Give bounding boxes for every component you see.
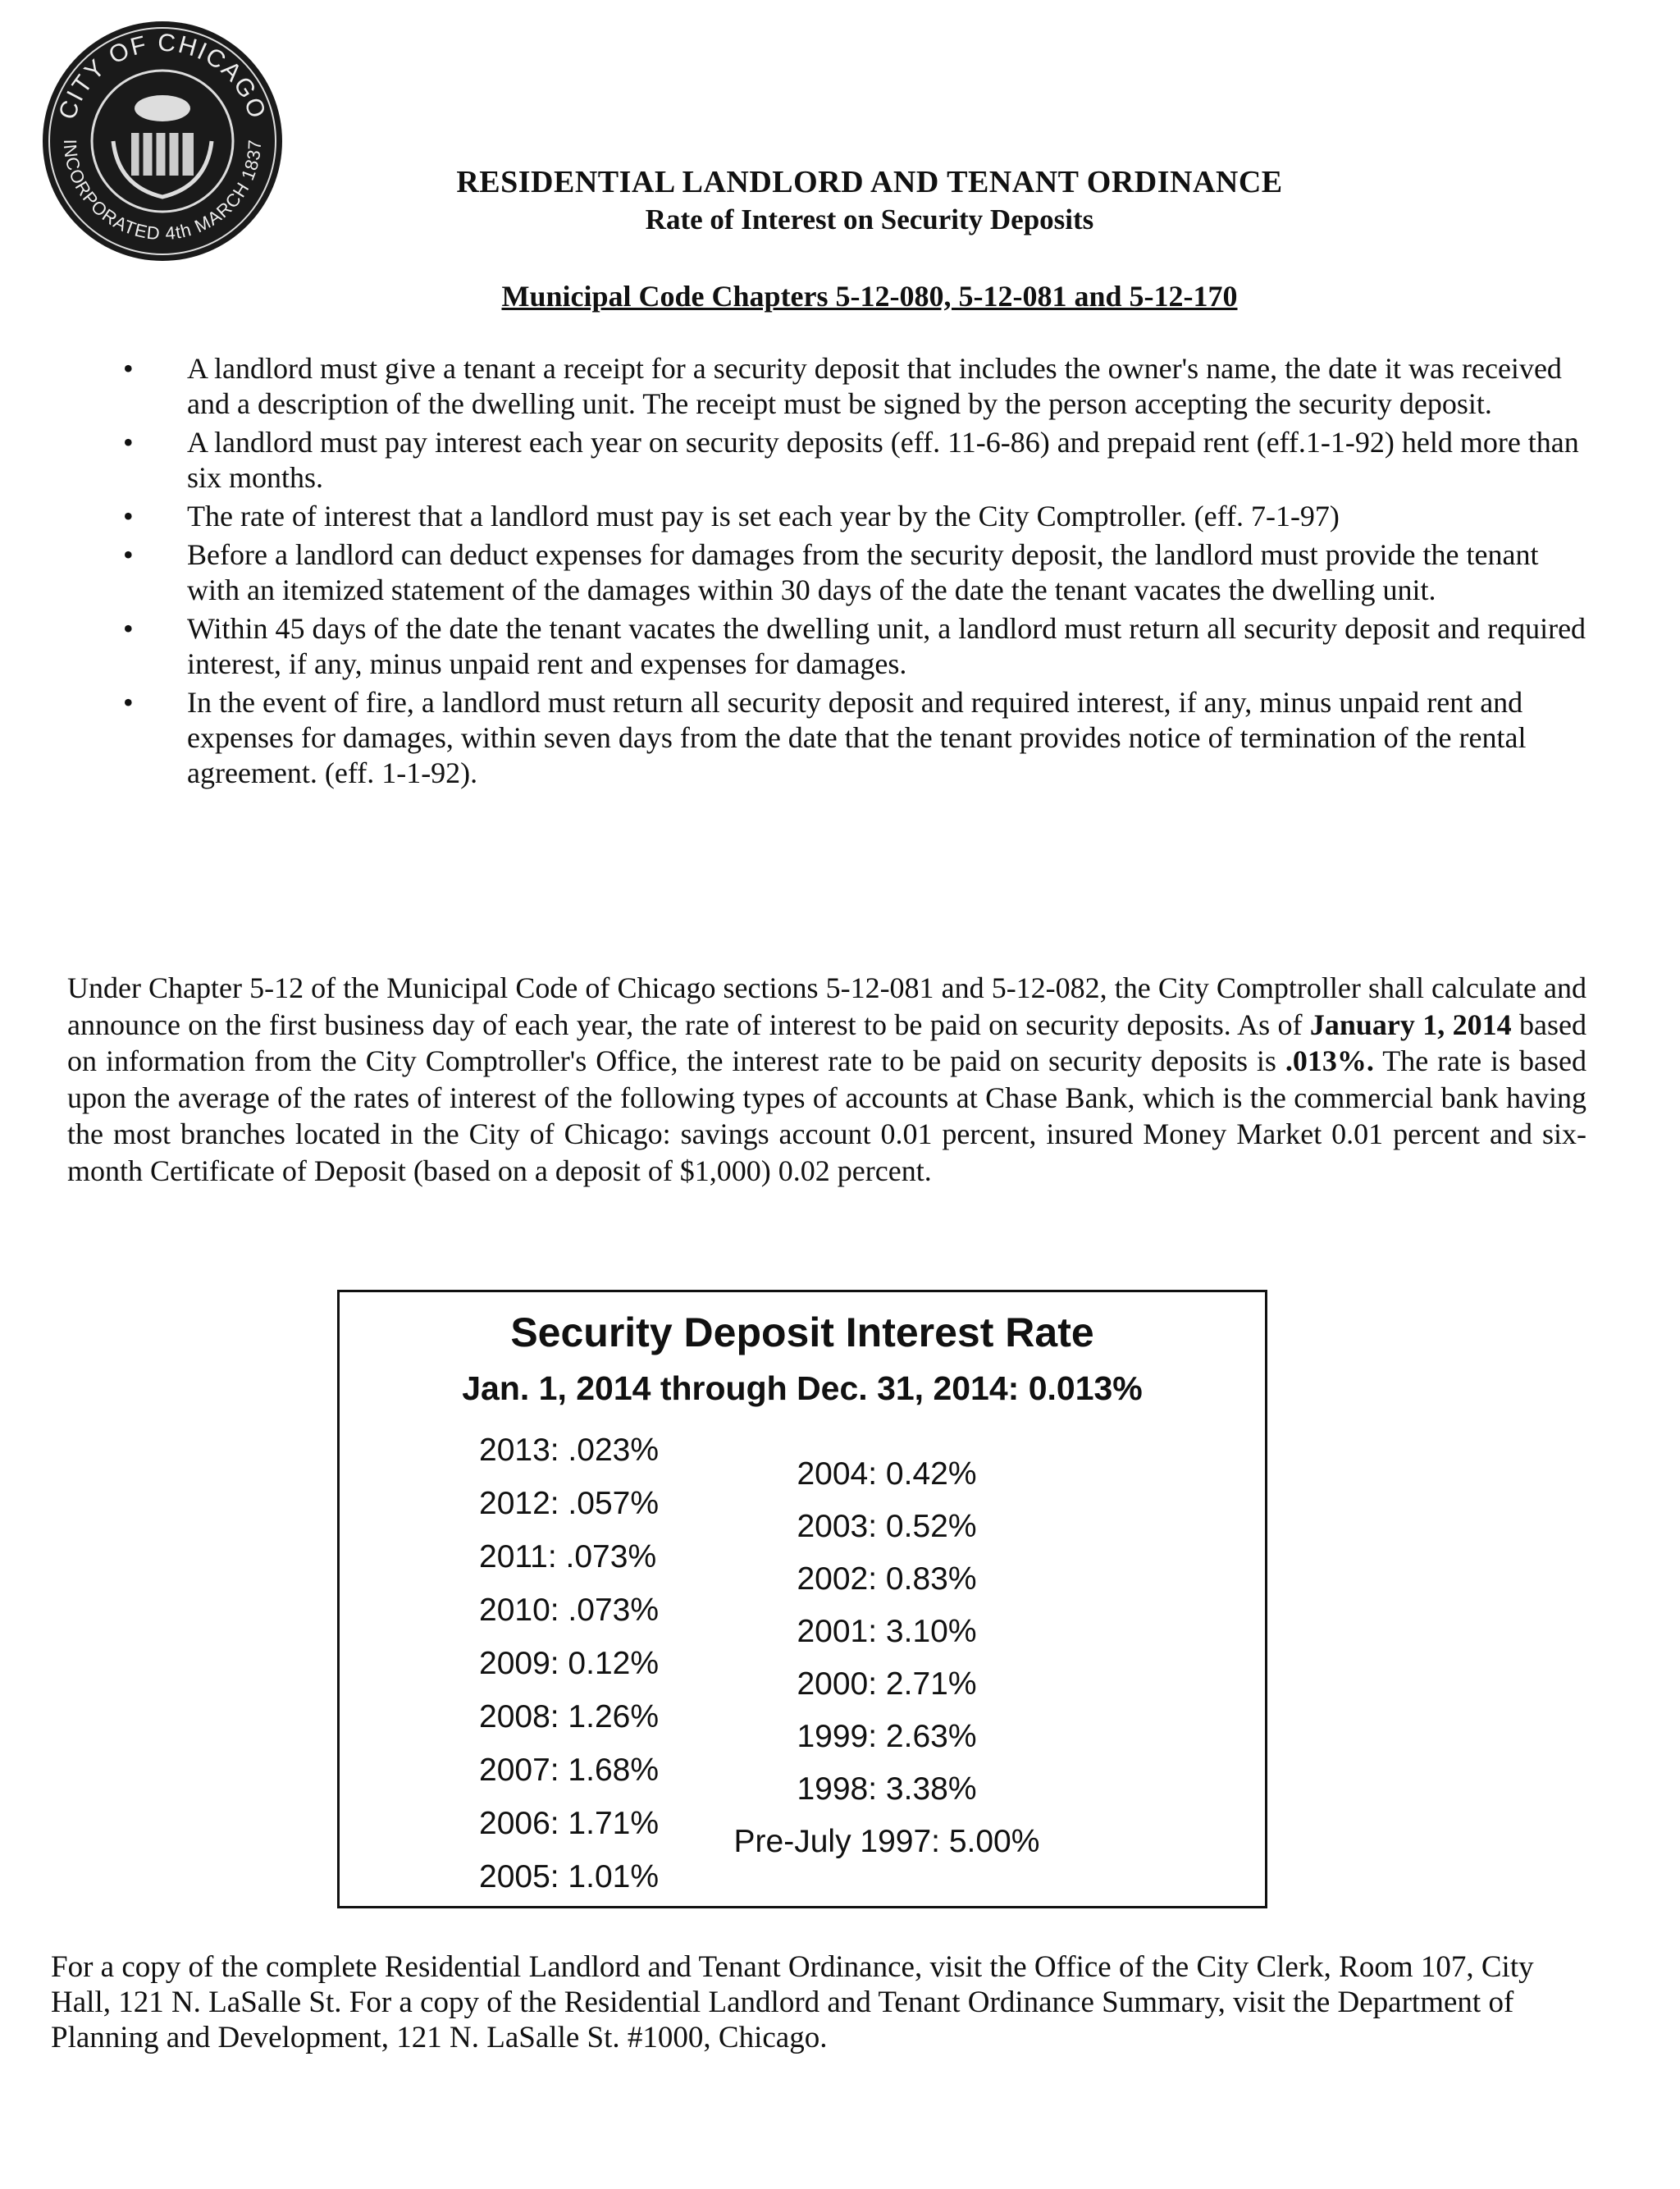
rate-entry: 1998: 3.38% — [797, 1771, 977, 1807]
document-title: RESIDENTIAL LANDLORD AND TENANT ORDINANCE — [456, 165, 1283, 199]
rate-entry: 2013: .023% — [479, 1433, 660, 1468]
list-item: • In the event of fire, a landlord must return all security deposit and required interest, if any, minus unpaid rent and expenses for damages, within seven days from the date that the tenant provides notice of termination of the rental agreement. (eff. 1-1-92). — [123, 685, 1591, 791]
list-item: • The rate of interest that a landlord must pay is set each year by the City Comptroller. (eff. 7-1-97) — [123, 499, 1591, 534]
seal-top-text: CITY OF CHICAGO — [53, 29, 272, 123]
interest-rate-box — [337, 1290, 1267, 1908]
rate-entry: 2006: 1.71% — [479, 1806, 660, 1841]
rate-entry: 2004: 0.42% — [797, 1456, 977, 1492]
footer-note: For a copy of the complete Residential Landlord and Tenant Ordinance, visit the Office of the City Clerk, Room 107, City Hall, 121 N. LaSalle St. For a copy of the Residential Landlord and Tenant Ordinance Summary, visit the Department of Planning and Development, 121 N. LaSalle St. #1000, Chicago. — [51, 1950, 1534, 2054]
city-seal — [39, 18, 285, 264]
rate-entry: 2002: 0.83% — [797, 1561, 977, 1597]
list-item: • Within 45 days of the date the tenant vacates the dwelling unit, a landlord must return all security deposit and required interest, if any, minus unpaid rent and expenses for damages. — [123, 611, 1591, 682]
effective-date: January 1, 2014 — [1309, 1008, 1512, 1041]
rate-entry: 1999: 2.63% — [797, 1719, 977, 1754]
rate-entry: 2005: 1.01% — [479, 1859, 660, 1894]
rules-list — [123, 351, 1591, 794]
paragraph-text: The rate is based upon the average of the rates of interest of the following types of accounts at Chase Bank, which is the commercial bank having the most branches located in the City of Chicago: savings account 0.01 percent, insured Money Market 0.01 percent and six-month Certificate of Deposit (based on a deposit of $1,000) 0.02 percent. — [67, 1044, 1587, 1187]
rate-entry: 2009: 0.12% — [479, 1646, 660, 1681]
city-seal-icon — [39, 18, 285, 264]
paragraph-text: based on information from the City Comptroller's Office, the interest rate to be paid on security deposits is — [67, 1008, 1586, 1078]
interest-rate-paragraph — [67, 970, 1586, 1190]
municipal-code-chapters: Municipal Code Chapters 5-12-080, 5-12-081 and 5-12-170 — [501, 280, 1238, 313]
rate-entry: 2012: .057% — [479, 1486, 660, 1521]
rate-entry: 2003: 0.52% — [797, 1509, 977, 1544]
rate-entry: 2010: .073% — [479, 1593, 660, 1628]
rate-entry: Pre-July 1997: 5.00% — [733, 1824, 1040, 1859]
seal-bottom-text: INCORPORATED 4th MARCH 1837 — [59, 138, 266, 244]
list-item: • A landlord must pay interest each year on security deposits (eff. 11-6-86) and prepaid rent (eff.1-1-92) held more than six months. — [123, 425, 1591, 496]
historical-rates-right — [340, 1448, 1270, 1868]
rate-entry: 2001: 3.10% — [797, 1614, 977, 1649]
rate-entry: 2007: 1.68% — [479, 1753, 660, 1788]
rate-entry: 2011: .073% — [479, 1539, 657, 1574]
rate-box-title: Security Deposit Interest Rate — [510, 1309, 1094, 1355]
paragraph-text: Under Chapter 5-12 of the Municipal Code of Chicago sections 5-12-081 and 5-12-082, the City Comptroller shall calculate and announce on the first business day of each year, the rate of interest to be paid on security deposits. As of — [67, 971, 1586, 1041]
rate-entry: 2000: 2.71% — [797, 1666, 977, 1702]
current-rate-range: Jan. 1, 2014 through Dec. 31, 2014: 0.013% — [462, 1369, 1143, 1407]
rate-entry: 2008: 1.26% — [479, 1699, 660, 1734]
list-item: • Before a landlord can deduct expenses for damages from the security deposit, the landlord must provide the tenant with an itemized statement of the damages within 30 days of the date the tenant vacates the dwelling unit. — [123, 537, 1591, 608]
interest-rate-value: .013%. — [1285, 1044, 1374, 1078]
list-item: • A landlord must give a tenant a receipt for a security deposit that includes the owner's name, the date it was received and a description of the dwelling unit. The receipt must be signed by the person accepting the security deposit. — [123, 351, 1591, 422]
document-subtitle: Rate of Interest on Security Deposits — [645, 203, 1094, 235]
